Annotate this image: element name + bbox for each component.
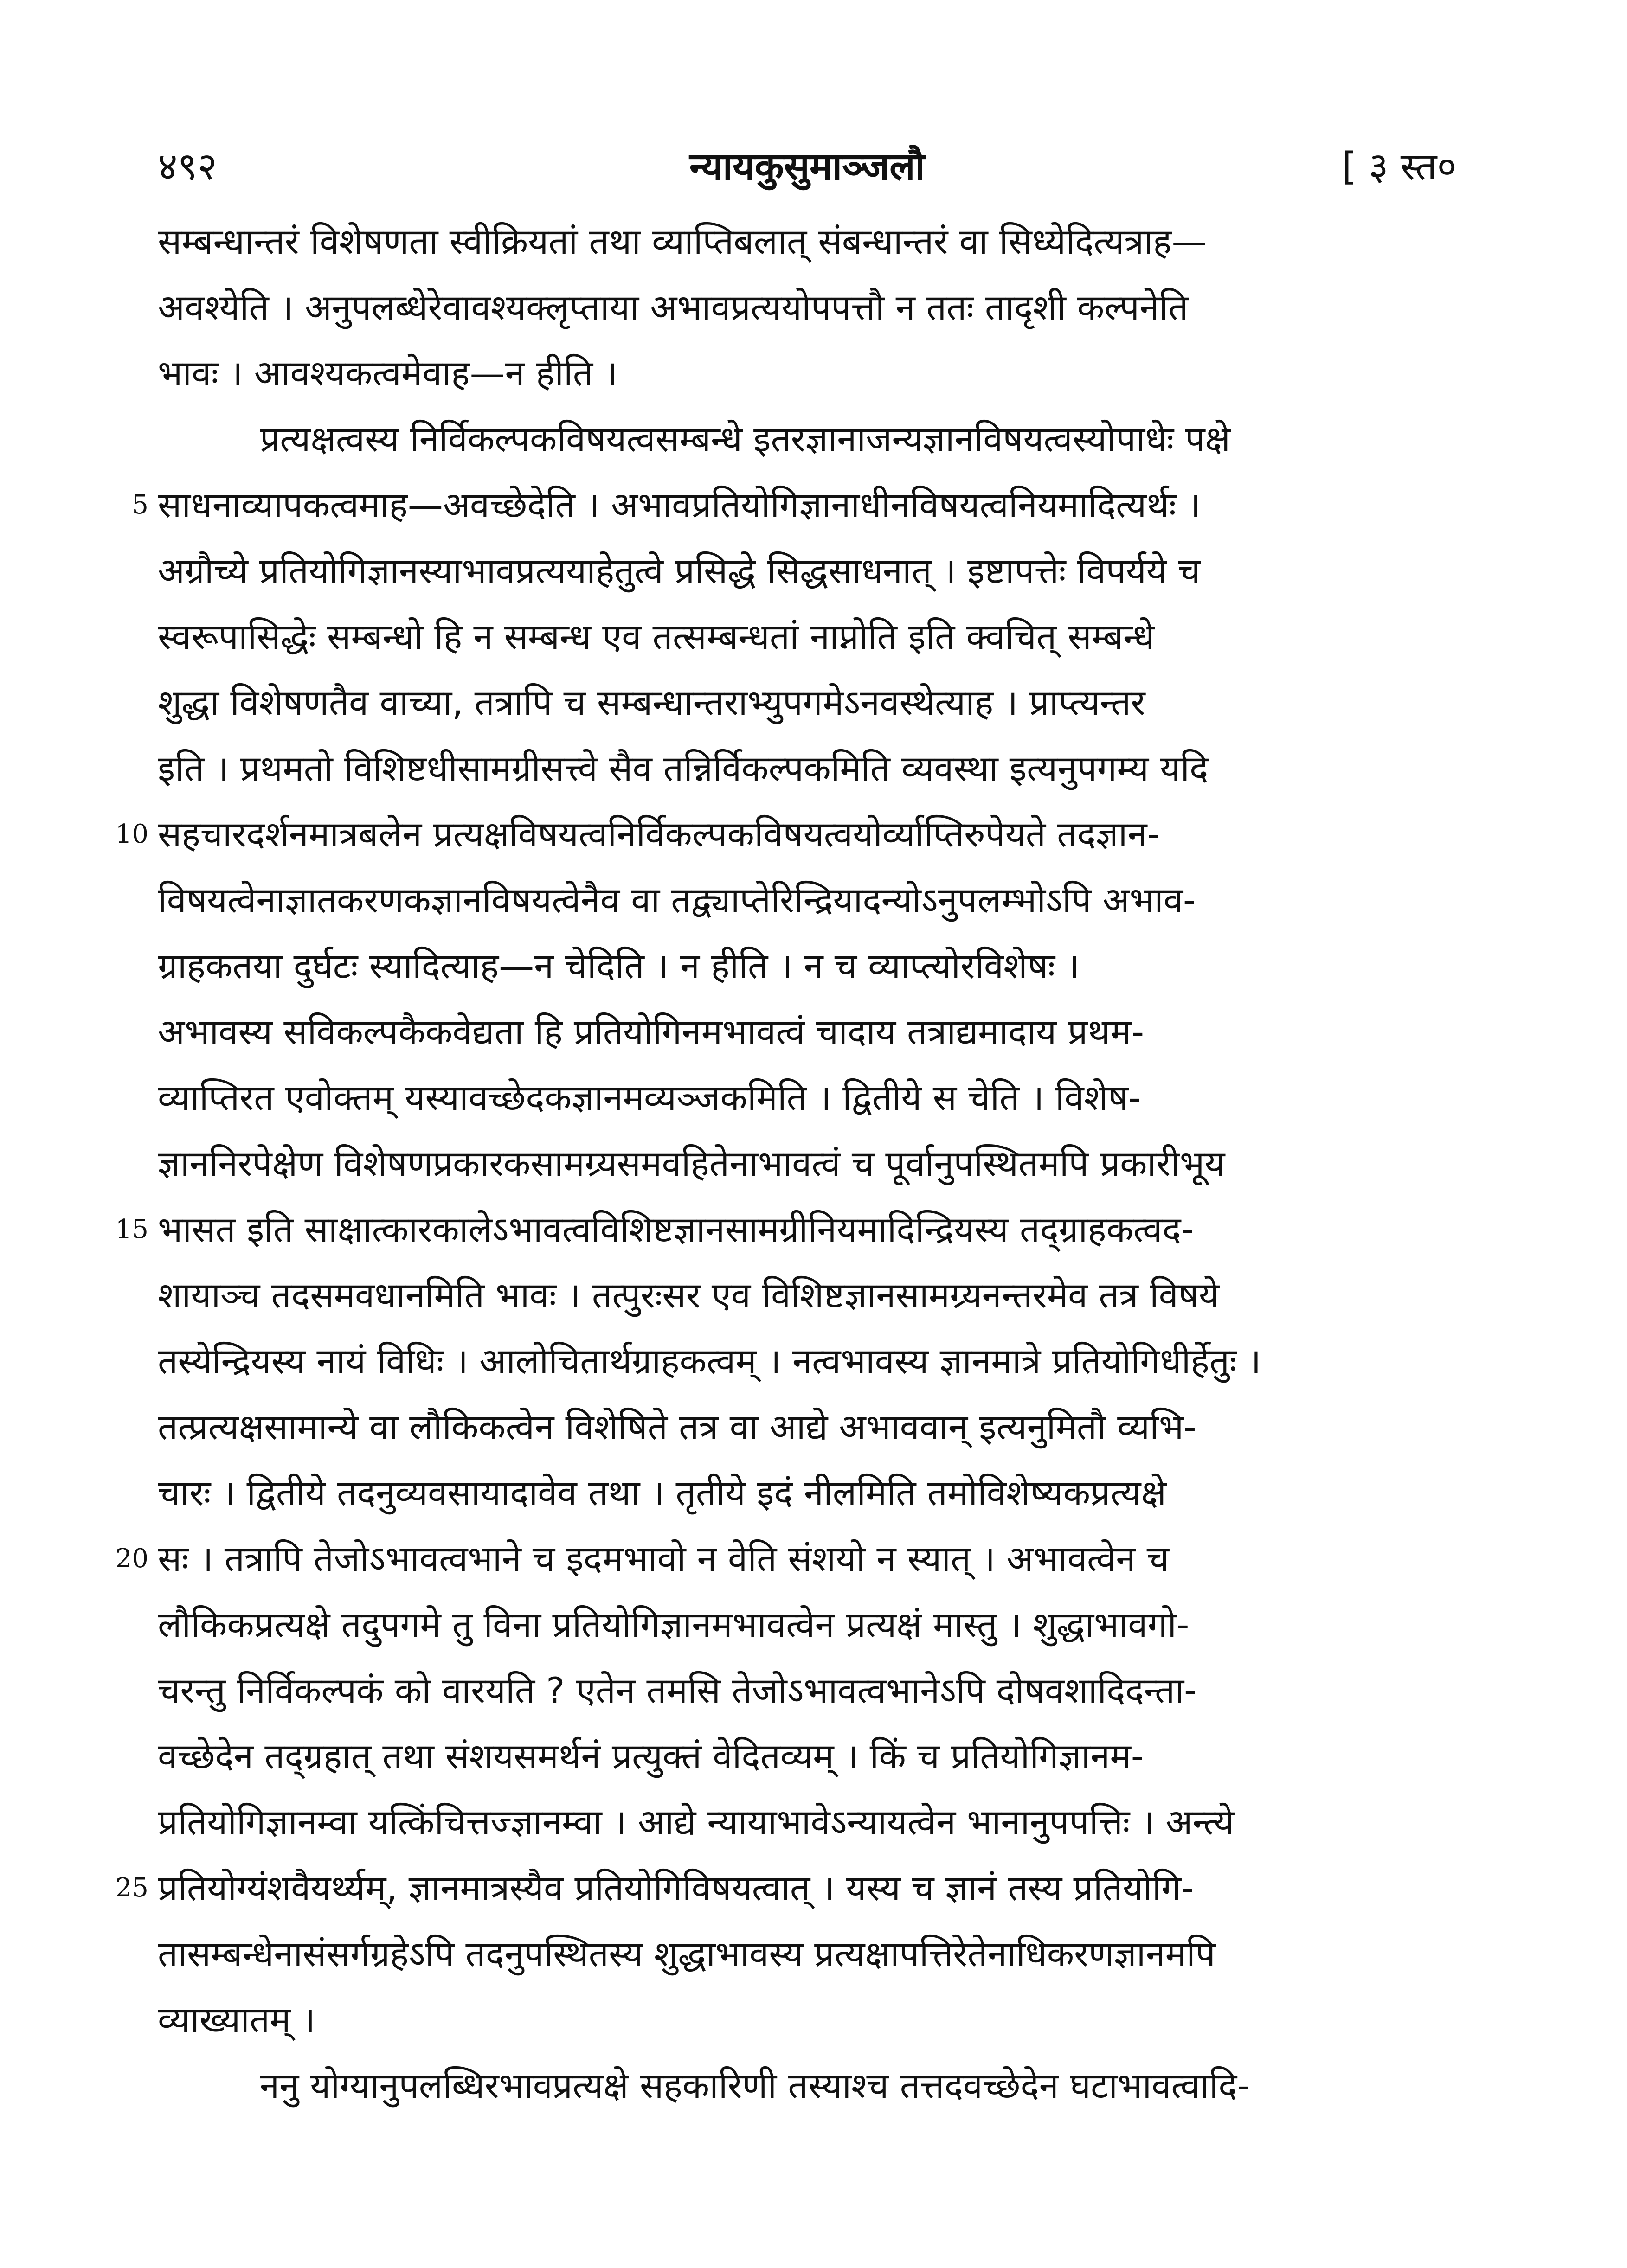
line-text: प्रतियोग्यंशवैयर्थ्यम्, ज्ञानमात्रस्यैव प्रतियोगिविषयत्वात् । यस्य च ज्ञानं तस्य प्रतियोगि- (158, 1867, 1194, 1909)
text-line (115, 1526, 1461, 1592)
text-line (158, 1262, 1461, 1328)
line-text: अवश्येति । अनुपलब्धेरेवावश्यक्लृप्ताया अभावप्रत्ययोपपत्तौ न ततः तादृशी कल्पनेति (158, 287, 1189, 328)
line-text: ननु योग्यानुपलब्धिरभावप्रत्यक्षे सहकारिणी तस्याश्च तत्तदवच्छेदेन घटाभावत्वादि- (260, 2065, 1250, 2106)
line-text: चारः । द्वितीये तदनुव्यवसायादावेव तथा । तृतीये इदं नीलमिति तमोविशेष्यकप्रत्यक्षे (158, 1472, 1166, 1513)
line-text: ज्ञाननिरपेक्षेण विशेषणप्रकारकसामग्र्यसमवहितेनाभावत्वं च पूर्वानुपस्थितमपि प्रकारीभूय (158, 1143, 1225, 1184)
text-line (115, 1197, 1461, 1262)
line-number: 5 (132, 490, 148, 520)
line-text: प्रतियोगिज्ञानम्वा यत्किंचित्तज्ज्ञानम्वा । आद्ये न्यायाभावेऽन्यायत्वेन भानानुपपत्तिः । अन्त्ये (158, 1801, 1235, 1843)
line-text: साधनाव्यापकत्वमाह—अवच्छेदेति । अभावप्रतियोगिज्ञानाधीनविषयत्वनियमादित्यर्थः । (158, 484, 1201, 525)
line-text: व्याख्यातम् । (158, 1999, 315, 2040)
line-text: विषयत्वेनाज्ञातकरणकज्ञानविषयत्वेनैव वा तद्व्याप्तेरिन्द्रियादन्योऽनुपलम्भोऽपि अभाव- (158, 879, 1196, 921)
page-title: न्यायकुसुमाञ्जलौ (689, 145, 925, 189)
line-text: व्याप्तिरत एवोक्तम् यस्यावच्छेदकज्ञानमव्यञ्जकमिति । द्वितीये स चेति । विशेष- (158, 1077, 1141, 1118)
line-text: स्वरूपासिद्धेः सम्बन्धो हि न सम्बन्ध एव तत्सम्बन्धतां नाप्नोति इति क्वचित् सम्बन्धे (158, 616, 1155, 657)
text-line (158, 2053, 1461, 2119)
line-number: 15 (115, 1214, 148, 1244)
text-line (132, 472, 1461, 538)
line-text: तासम्बन्धेनासंसर्गग्रहेऽपि तदनुपस्थितस्य शुद्धाभावस्य प्रत्यक्षापत्तिरेतेनाधिकरणज्ञानमपि (158, 1933, 1215, 1974)
text-line (158, 275, 1461, 340)
line-text: तत्प्रत्यक्षसामान्ये वा लौकिकत्वेन विशेषिते तत्र वा आद्ये अभाववान् इत्यनुमितौ व्यभि- (158, 1406, 1196, 1448)
text-line (158, 406, 1461, 472)
line-text: इति । प्रथमतो विशिष्टधीसामग्रीसत्त्वे सैव तन्निर्विकल्पकमिति व्यवस्था इत्यनुपगम्य यदि (158, 748, 1209, 789)
text-line (158, 1131, 1461, 1197)
text-line (158, 933, 1461, 999)
text-line (158, 736, 1461, 801)
line-number: 10 (115, 819, 148, 849)
text-line (115, 801, 1461, 867)
line-number: 20 (115, 1544, 148, 1574)
text-line (158, 867, 1461, 933)
line-text: भावः । आवश्यकत्वमेवाह—न हीति । (158, 352, 618, 394)
line-number: 25 (115, 1873, 148, 1903)
line-text: वच्छेदेन तद्ग्रहात् तथा संशयसमर्थनं प्रत्युक्तं वेदितव्यम् । किं च प्रतियोगिज्ञानम- (158, 1736, 1144, 1777)
line-text: शुद्धा विशेषणतैव वाच्या, तत्रापि च सम्बन्धान्तराभ्युपगमेऽनवस्थेत्याह । प्राप्त्यन्तर (158, 682, 1145, 723)
line-text: अभावस्य सविकल्पकैकवेद्यता हि प्रतियोगिनमभावत्वं चादाय तत्राद्यमादाय प्रथम- (158, 1011, 1145, 1052)
line-text: सम्बन्धान्तरं विशेषणता स्वीक्रियतां तथा व्याप्तिबलात् संबन्धान्तरं वा सिध्येदित्यत्राह— (158, 221, 1207, 262)
line-text: ग्राहकतया दुर्घटः स्यादित्याह—न चेदिति । न हीति । न च व्याप्त्योरविशेषः । (158, 945, 1080, 987)
line-text: सः । तत्रापि तेजोऽभावत्वभाने च इदमभावो न वेति संशयो न स्यात् । अभावत्वेन च (158, 1538, 1169, 1579)
page-header (158, 139, 1457, 195)
text-line (158, 1460, 1461, 1526)
text-line (158, 1789, 1461, 1855)
text-line (158, 1592, 1461, 1658)
text-line (158, 1394, 1461, 1460)
text-line (115, 1855, 1461, 1921)
text-line (158, 1987, 1461, 2053)
text-line (158, 1328, 1461, 1394)
line-text: सहचारदर्शनमात्रबलेन प्रत्यक्षविषयत्वनिर्विकल्पकविषयत्वयोर्व्याप्तिरुपेयते तदज्ञान- (158, 814, 1160, 855)
text-line (158, 340, 1461, 406)
text-line (158, 604, 1461, 670)
text-line (158, 1065, 1461, 1131)
line-text: तस्येन्द्रियस्य नायं विधिः । आलोचितार्थग्राहकत्वम् । नत्वभावस्य ज्ञानमात्रे प्रतियोगिधीर्हेतुः । (158, 1340, 1261, 1382)
line-text: प्रत्यक्षत्वस्य निर्विकल्पकविषयत्वसम्बन्धे इतरज्ञानाजन्यज्ञानविषयत्वस्योपाधेः पक्षे (260, 418, 1231, 460)
section-marker: [ ३ स्त० (1341, 145, 1457, 189)
line-text: चरन्तु निर्विकल्पकं को वारयति ? एतेन तमसि तेजोऽभावत्वभानेऽपि दोषवशादिदन्ता- (158, 1670, 1197, 1711)
text-line (158, 1921, 1461, 1987)
line-text: भासत इति साक्षात्कारकालेऽभावत्वविशिष्टज्ञानसामग्रीनियमादिन्द्रियस्य तद्ग्राहकत्वद- (158, 1209, 1194, 1250)
text-line (158, 1658, 1461, 1723)
page-number: ४९२ (158, 145, 217, 189)
commentary-text (115, 209, 1461, 2119)
text-line (158, 670, 1461, 736)
text-line (158, 999, 1461, 1065)
line-text: अग्रौच्ये प्रतियोगिज्ञानस्याभावप्रत्ययाहेतुत्वे प्रसिद्धे सिद्धसाधनात् । इष्टापत्तेः विपर्यये च (158, 550, 1201, 591)
line-text: शायाञ्च तदसमवधानमिति भावः । तत्पुरःसर एव विशिष्टज्ञानसामग्र्यनन्तरमेव तत्र विषये (158, 1275, 1219, 1316)
text-line (158, 209, 1461, 275)
line-text: लौकिकप्रत्यक्षे तदुपगमे तु विना प्रतियोगिज्ञानमभावत्वेन प्रत्यक्षं मास्तु । शुद्धाभावगो- (158, 1604, 1190, 1645)
text-line (158, 538, 1461, 604)
text-line (158, 1723, 1461, 1789)
